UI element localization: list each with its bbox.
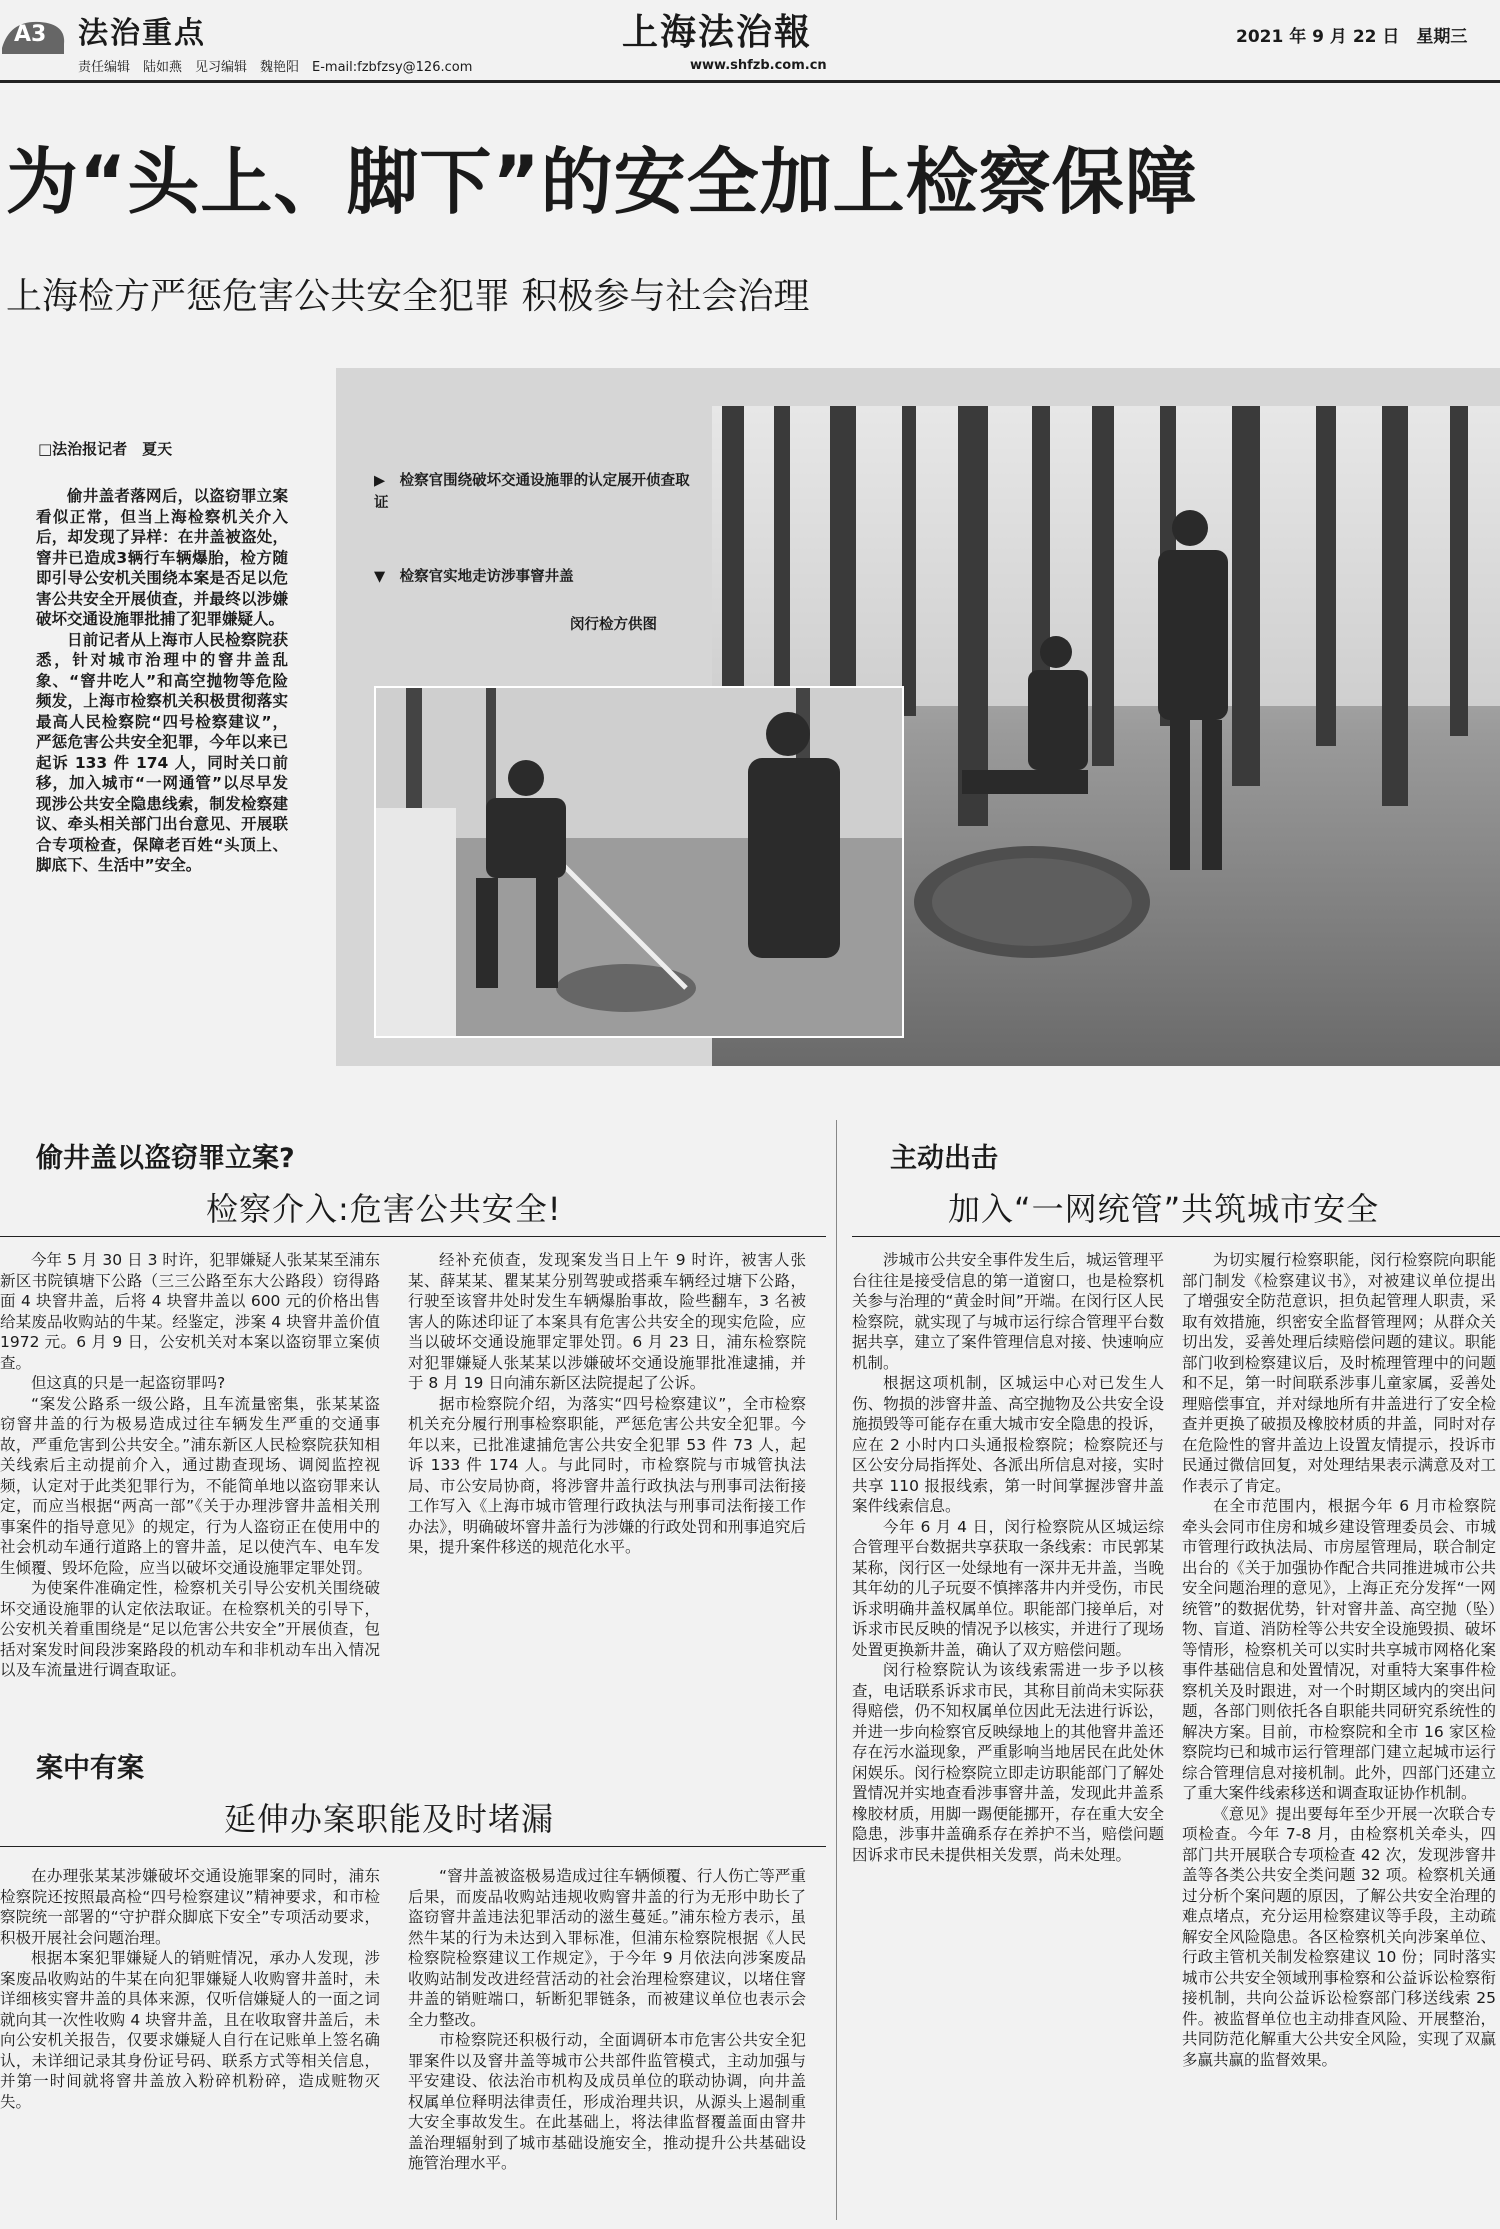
section2-kicker: 案中有案 <box>36 1753 144 1784</box>
section1-column-a <box>0 1250 380 1720</box>
body-paragraph: 涉城市公共安全事件发生后，城运管理平台往往是接受信息的第一道窗口，也是检察机关参与治理的“黄金时间”开端。在闵行区人民检察院，就实现了与城市运行综合管理平台数据共享，建立了案件管理信息对接、快速响应机制。 <box>852 1251 1164 1372</box>
body-paragraph: 今年 6 月 4 日，闵行检察院从区城运综合管理平台数据共享获取一条线索：市民郭某某称，闵行区一处绿地有一深井无井盖，当晚其年幼的儿子玩耍不慎摔落井内并受伤，市民诉求明确井盖权属单位。职能部门接单后，对诉求市民反映的情况予以核实，并进行了现场处置更换新井盖，确认了双方赔偿问题。 <box>852 1517 1164 1659</box>
body-paragraph: 但这真的只是一起盗窃罪吗? <box>31 1374 226 1392</box>
body-paragraph: 为切实履行检察职能，闵行检察院向职能部门制发《检察建议书》，对被建议单位提出了增强安全防范意识，担负起管理人职责，采取有效措施，织密安全监督管理网；从群众关切出发，妥善处理后续赔偿问题的建议。职能部门收到检察建议后，及时梳理管理中的问题和不足，第一时间联系涉事儿童家属，妥善处理赔偿事宜，并对绿地所有井盖进行了安全检查并更换了破损及橡胶材质的井盖，同时对存在危险性的窨井盖边上设置友情提示，投诉市民通过微信回复，对处理结果表示满意及对工作表示了肯定。 <box>1182 1251 1496 1495</box>
subheadline: 上海检方严惩危害公共安全犯罪 积极参与社会治理 <box>6 276 810 317</box>
byline: □法治报记者 夏天 <box>38 440 173 458</box>
issue-date: 2021 年 9 月 22 日 星期三 <box>1236 27 1468 47</box>
section1-title: 检察介入:危害公共安全! <box>206 1190 562 1228</box>
website: www.shfzb.com.cn <box>690 58 827 73</box>
body-paragraph: 闵行检察院认为该线索需进一步予以核查，电话联系诉求市民，其称目前尚未实际获得赔偿，仍不知权属单位因此无法进行诉讼，并进一步向检察官反映绿地上的其他窨井盖还存在污水溢现象，严重影响当地居民在此处休闲娱乐。闵行检察院立即走访职能部门了解处置情况并实地查看涉事窨井盖，发现此井盖系橡胶材质，用脚一踢便能挪开，存在重大安全隐患，涉事井盖确系存在养护不当，赔偿问题因诉求市民未提供相关发票，尚未处理。 <box>852 1661 1164 1864</box>
section2-column-b <box>408 1866 806 2222</box>
section3-column-a <box>852 1250 1164 2222</box>
lead-paragraph: 日前记者从上海市人民检察院获悉，针对城市治理中的窨井盖乱象、“窨井吃人”和高空抛物等危险频发，上海市检察机关积极贯彻落实最高人民检察院“四号检察建议”，严惩危害公共安全犯罪，今年以来已起诉 133 件 174 人，同时关口前移，加入城市“一网通管”以尽早发现涉公共安全隐患线索，制发检察建议、牵头相关部门出台意见、开展联合专项检查，保障老百姓“头顶上、脚底下、生活中”安全。 <box>36 630 288 874</box>
paper-name-logo: 上海法治報 <box>622 11 813 53</box>
lead-paragraph: 偷井盖者落网后，以盗窃罪立案看似正常，但当上海检察机关介入后，却发现了异样：在井盖被盗处，窨井已造成3辆行车辆爆胎，检方随即引导公安机关围绕本案是否足以危害公共安全开展侦查，并最终以涉嫌破坏交通设施罪批捕了犯罪嫌疑人。 <box>36 487 288 628</box>
masthead-rule <box>0 80 1500 83</box>
body-paragraph: 据市检察院介绍，为落实“四号检察建议”，全市检察机关充分履行刑事检察职能，严惩危害公共安全犯罪。今年以来，已批准逮捕危害公共安全犯罪 53 件 73 人，起诉 133 件 174 人。与此同时，市检察院与市城管执法局、市公安局协商，将涉窨井盖行政执法与刑事司法衔接工作写入《上海市城市管理行政执法与刑事司法衔接工作办法》，明确破坏窨井盖行为涉嫌的行政处罚和刑事追究后果，提升案件移送的规范化水平。 <box>408 1394 806 1556</box>
section3-rule <box>852 1236 1500 1237</box>
body-paragraph: “窨井盖被盗极易造成过往车辆倾覆、行人伤亡等严重后果，而废品收购站违规收购窨井盖的行为无形中助长了盗窃窨井盖违法犯罪活动的滋生蔓延。”浦东检方表示，虽然牛某的行为未达到入罪标准，但浦东检察院根据《人民检察院检察建议工作规定》，于今年 9 月依法向涉案废品收购站制发改进经营活动的社会治理检察建议，以堵住窨井盖的销赃端口，斩断犯罪链条，而被建议单位也表示会全力整改。 <box>408 1867 806 2029</box>
body-paragraph: 《意见》提出要每年至少开展一次联合专项检查。今年 7-8 月，由检察机关牵头，四部门共开展联合专项检查 42 次，发现涉窨井盖等各类公共安全类问题 32 项。检察机关通过分析个案问题的原因，了解公共安全治理的难点堵点，充分运用检察建议等手段，主动疏解安全风险隐患。各区检察机关向涉案单位、行政主管机关制发检察建议 10 份；同时落实城市公共安全领域刑事检察和公益诉讼检察衔接机制，共向公益诉讼检察部门移送线索 25 件。被监督单位也主动排查风险、开展整治，共同防范化解重大公共安全风险，实现了双赢多赢共赢的监督效果。 <box>1182 1804 1496 2069</box>
section3-kicker: 主动出击 <box>890 1143 998 1174</box>
section3-title: 加入“一网统管”共筑城市安全 <box>948 1190 1380 1228</box>
photo-caption-1: ▶ 检察官围绕破坏交通设施罪的认定展开侦查取证 <box>374 473 690 511</box>
section1-kicker: 偷井盖以盗窃罪立案? <box>36 1143 295 1174</box>
body-paragraph: 经补充侦查，发现案发当日上午 9 时许，被害人张某、薛某某、瞿某某分别驾驶或搭乘车辆经过塘下公路，行驶至该窨井处时发生车辆爆胎事故，险些翻车，3 名被害人的陈述印证了本案具有危害公共安全的现实危险，应当以破坏交通设施罪定罪处罚。6 月 23 日，浦东检察院对犯罪嫌疑人张某某以涉嫌破坏交通设施罪批准逮捕，并于 8 月 19 日向浦东新区法院提起了公诉。 <box>408 1251 806 1392</box>
body-paragraph: 在办理张某某涉嫌破坏交通设施罪案的同时，浦东检察院还按照最高检“四号检察建议”精神要求，和市检察院统一部署的“守护群众脚底下安全”专项活动要求，积极开展社会问题治理。 <box>0 1867 380 1947</box>
section3-column-b <box>1182 1250 1496 2222</box>
page-number: A3 <box>14 22 47 47</box>
column-divider <box>836 1120 837 2220</box>
section2-column-a <box>0 1866 380 2222</box>
body-paragraph: “案发公路系一级公路，且车流量密集，张某某盗窃窨井盖的行为极易造成过往车辆发生严重的交通事故，严重危害到公共安全。”浦东新区人民检察院获知相关线索后主动提前介入，通过勘查现场、调阅监控视频，认定对于此类犯罪行为，不能简单地以盗窃罪来认定，而应当根据“两高一部”《关于办理涉窨井盖相关刑事案件的指导意见》的规定，行为人盗窃正在使用中的社会机动车通行道路上的窨井盖，足以使汽车、电车发生倾覆、毁坏危险，应当以破坏交通设施罪定罪处罚。 <box>0 1394 380 1577</box>
body-paragraph: 根据这项机制，区城运中心对已发生人伤、物损的涉窨井盖、高空抛物及公共安全设施损毁等可能存在重大城市安全隐患的投诉，应在 2 小时内口头通报检察院；检察院还与区公安分局指挥处、各派出所信息对接，实时共享 110 报报线索，第一时间掌握涉窨井盖案件线索信息。 <box>852 1374 1164 1515</box>
photo-manhole-evidence <box>374 686 904 1038</box>
photo-credit: 闵行检方供图 <box>570 617 657 633</box>
page-number-badge <box>0 14 68 56</box>
body-paragraph: 今年 5 月 30 日 3 时许，犯罪嫌疑人张某某至浦东新区书院镇塘下公路（三三公路至东大公路段）窃得路面 4 块窨井盖，后将 4 块窨井盖以 600 元的价格出售给某废品收购站的牛某。经鉴定，涉案 4 块窨井盖价值 1972 元。6 月 9 日，公安机关对本案以盗窃罪立案侦查。 <box>0 1251 380 1372</box>
body-paragraph: 根据本案犯罪嫌疑人的销赃情况，承办人发现，涉案废品收购站的牛某在向犯罪嫌疑人收购窨井盖时，未详细核实窨井盖的具体来源，仅听信嫌疑人的一面之词就向其一次性收购 4 块窨井盖，且在收取窨井盖后，未向公安机关报告，仅要求嫌疑人自行在记账单上签名确认，未详细记录其身份证号码、联系方式等相关信息，并第一时间就将窨井盖放入粉碎机粉碎，造成赃物灭失。 <box>0 1949 380 2111</box>
section1-rule <box>0 1236 826 1237</box>
body-paragraph: 在全市范围内，根据今年 6 月市检察院牵头会同市住房和城乡建设管理委员会、市城市管理行政执法局、市房屋管理局，联合制定出台的《关于加强协作配合共同推进城市公共安全问题治理的意见》，上海正充分发挥“一网统管”的数据优势，针对窨井盖、高空抛（坠）物、盲道、消防栓等公共安全设施毁损、破坏等情形，检察机关可以实时共享城市网格化案事件基础信息和处置情况，对重特大案事件检察机关及时跟进，对一个时期区域内的突出问题，各部门则依托各自职能共同研究系统性的解决方案。目前，市检察院和全市 16 家区检察院均已和城市运行管理部门建立起城市运行综合管理信息对接机制。此外，四部门还建立了重大案件线索移送和调查取证协作机制。 <box>1182 1497 1496 1802</box>
editor-line: 责任编辑 陆如燕 见习编辑 魏艳阳 E-mail:fzbfzsy@126.com <box>78 60 473 75</box>
section1-column-b <box>408 1250 806 1720</box>
section-title: 法治重点 <box>78 16 206 51</box>
section2-title: 延伸办案职能及时堵漏 <box>224 1800 555 1838</box>
body-paragraph: 市检察院还积极行动，全面调研本市危害公共安全犯罪案件以及窨井盖等城市公共部件监管模式，主动加强与平安建设、依法治市机构及成员单位的联动协调，向井盖权属单位释明法律责任，形成治理共识，从源头上遏制重大安全事故发生。在此基础上，将法律监督覆盖面由窨井盖治理辐射到了城市基础设施安全，推动提升公共基础设施管治理水平。 <box>408 2031 806 2172</box>
section2-rule <box>0 1846 826 1847</box>
headline: 为“头上、脚下”的安全加上检察保障 <box>6 140 1198 224</box>
body-paragraph: 为使案件准确定性，检察机关引导公安机关围绕破坏交通设施罪的认定依法取证。在检察机关的引导下，公安机关着重围绕是“足以危害公共安全”开展侦查，包括对案发时间段涉案路段的机动车和非机动车出入情况以及车流量进行调查取证。 <box>0 1579 380 1679</box>
lead-column <box>36 486 288 876</box>
photo-caption-2: ▼ 检察官实地走访涉事窨井盖 <box>374 569 574 585</box>
